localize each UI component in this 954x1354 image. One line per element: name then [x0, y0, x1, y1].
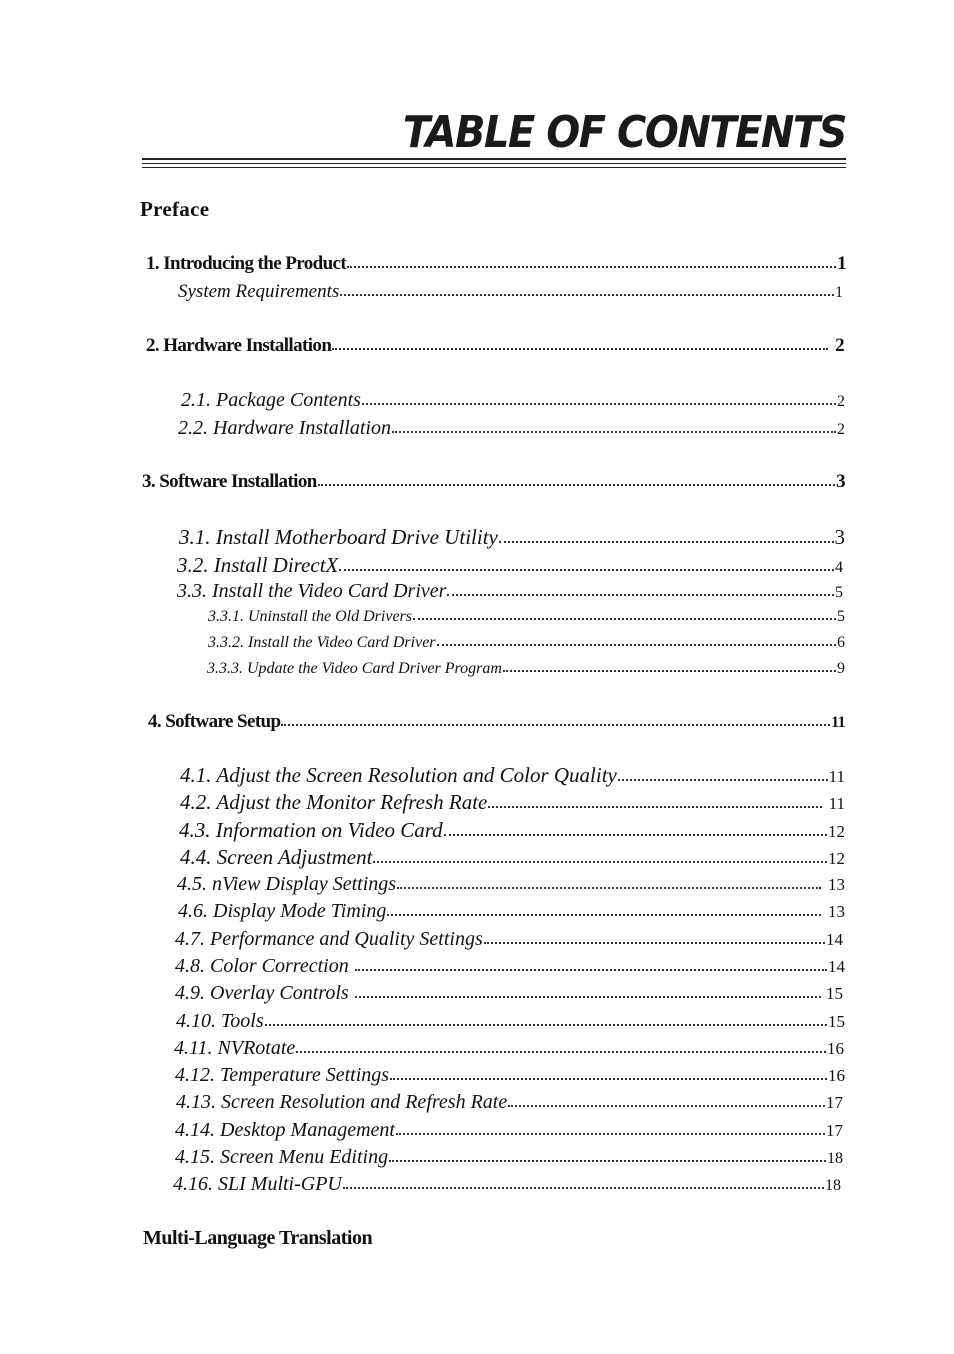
toc-page-number: 6: [837, 634, 845, 651]
toc-entry-title: 4.16. SLI Multi-GPU: [173, 1173, 342, 1195]
leader-dots: [362, 403, 836, 405]
toc-entry-2-1: [181, 389, 845, 415]
toc-entry-chapter-1: [146, 253, 846, 279]
toc-entry-title: 4.9. Overlay Controls: [175, 982, 349, 1004]
leader-dots: [332, 348, 828, 350]
leader-dots: [387, 914, 821, 916]
toc-entry-4-16: [173, 1173, 841, 1199]
toc-page-number: 14: [828, 957, 845, 976]
toc-entry-4-6: [178, 900, 845, 926]
toc-page-number: 13: [828, 902, 845, 921]
toc-page-number: 12: [828, 822, 845, 841]
title-rule-thin: [142, 163, 846, 164]
toc-entry-4-8: [175, 955, 845, 981]
toc-entry-title: 4.5. nView Display Settings: [177, 873, 397, 895]
leader-dots: [347, 266, 836, 268]
toc-page-number: 13: [828, 875, 845, 894]
toc-entry-chapter-3: [142, 471, 845, 497]
toc-entry-4-12: [175, 1064, 845, 1090]
toc-entry-4-1: [180, 763, 845, 789]
toc-page-number: 11: [828, 767, 845, 786]
toc-entry-chapter-2: [146, 335, 844, 361]
toc-entry-4-11: [174, 1037, 844, 1063]
leader-dots: [484, 942, 825, 944]
leader-dots: [318, 484, 835, 486]
leader-dots: [437, 644, 836, 646]
toc-entry-4-5: [177, 873, 845, 899]
leader-dots: [339, 569, 834, 571]
leader-dots: [397, 887, 821, 889]
leader-dots: [389, 1160, 826, 1162]
toc-entry-title: 3.2. Install DirectX: [177, 553, 339, 577]
toc-entry-title: 3.3.3. Update the Video Card Driver Program: [207, 660, 502, 677]
leader-dots: [392, 431, 836, 433]
leader-dots: [444, 834, 827, 836]
toc-entry-title: 4.10. Tools: [176, 1010, 264, 1032]
toc-entry-title: System Requirements: [178, 281, 340, 302]
toc-page-number: 17: [826, 1121, 843, 1140]
toc-entry-4-2: [180, 790, 845, 816]
toc-page-number: 5: [835, 584, 843, 601]
leader-dots: [390, 1078, 827, 1080]
leader-dots: [499, 541, 834, 543]
toc-entry-title: 2. Hardware Installation: [146, 335, 332, 356]
leader-dots: [508, 1105, 825, 1107]
toc-entry-title: 4.4. Screen Adjustment: [180, 845, 373, 869]
toc-entry-title: 4.13. Screen Resolution and Refresh Rate: [176, 1091, 508, 1113]
toc-page-number: 18: [827, 1150, 843, 1167]
toc-entry-title: 4. Software Setup: [148, 711, 281, 732]
multi-language-heading: Multi-Language Translation: [143, 1227, 373, 1249]
toc-page-number: 2: [837, 393, 845, 410]
toc-entry-4-9: [175, 982, 843, 1008]
toc-entry-title: 3.3. Install the Video Card Driver: [177, 580, 447, 602]
title-rule-thin-lower: [142, 167, 846, 168]
leader-dots: [355, 969, 827, 971]
toc-entry-3-3: [177, 580, 843, 606]
toc-entry-title: 4.6. Display Mode Timing: [178, 900, 387, 922]
toc-entry-2-2: [178, 417, 845, 443]
toc-page-number: 4: [835, 559, 843, 576]
toc-page-number: 17: [826, 1093, 843, 1112]
leader-dots: [340, 294, 834, 296]
toc-entry-title: 4.3. Information on Video Card: [179, 818, 443, 842]
leader-dots: [618, 779, 828, 781]
toc-entry-title: 4.14. Desktop Management: [175, 1119, 395, 1141]
toc-page-number: 5: [837, 608, 845, 625]
toc-entry-system-requirements: [178, 281, 843, 307]
toc-page-number: 9: [837, 660, 845, 677]
toc-entry-3-3-1: [208, 608, 845, 634]
toc-entry-title: 4.11. NVRotate: [174, 1037, 296, 1059]
toc-page-number: 16: [828, 1066, 845, 1085]
toc-entry-title: 3. Software Installation: [142, 471, 317, 492]
toc-entry-4-4: [180, 845, 845, 871]
toc-page-number: 1: [837, 253, 846, 274]
toc-page-number: 2: [835, 335, 844, 356]
toc-page-number: 15: [826, 984, 843, 1003]
toc-entry-title: 4.2. Adjust the Monitor Refresh Rate: [180, 790, 488, 814]
leader-dots: [343, 1187, 824, 1189]
leader-dots: [296, 1051, 826, 1053]
toc-entry-3-2: [177, 553, 843, 579]
toc-entry-title: 4.8. Color Correction: [175, 955, 349, 977]
leader-dots: [488, 806, 821, 808]
toc-entry-title: 4.1. Adjust the Screen Resolution and Color Quality: [180, 763, 617, 787]
leader-dots: [503, 670, 836, 672]
toc-page-number: 15: [828, 1012, 845, 1031]
toc-page-number: 16: [827, 1039, 844, 1058]
toc-entry-chapter-4: [148, 711, 845, 737]
preface-heading: Preface: [140, 197, 210, 221]
toc-entry-title: 1. Introducing the Product: [146, 253, 347, 274]
toc-page-number: 14: [826, 930, 843, 949]
toc-entry-title: 3.3.2. Install the Video Card Driver: [208, 634, 436, 651]
toc-page-number: 18: [825, 1177, 841, 1194]
toc-entry-4-14: [175, 1119, 843, 1145]
toc-page-number: 1: [835, 284, 843, 301]
toc-entry-4-15: [175, 1146, 843, 1172]
toc-entry-4-7: [175, 928, 843, 954]
toc-page-number: 3: [834, 525, 845, 549]
leader-dots: [355, 996, 821, 998]
toc-page-number: 11: [828, 794, 845, 813]
leader-dots: [413, 618, 836, 620]
toc-entry-title: 4.15. Screen Menu Editing: [175, 1146, 389, 1168]
toc-entry-title: 2.2. Hardware Installation: [178, 417, 391, 439]
toc-entry-title: 3.1. Install Motherboard Drive Utility: [179, 525, 498, 549]
toc-entry-title: 4.7. Performance and Quality Settings: [175, 928, 483, 950]
leader-dots: [396, 1133, 825, 1135]
toc-entry-title: 2.1. Package Contents: [181, 389, 361, 411]
toc-entry-title: 4.12. Temperature Settings: [175, 1064, 390, 1086]
toc-page-number: 11: [831, 714, 845, 731]
toc-page-number: 2: [837, 421, 845, 438]
toc-page-number: 3: [836, 471, 845, 492]
toc-entry-title: 3.3.1. Uninstall the Old Drivers: [208, 608, 412, 625]
toc-entry-4-13: [176, 1091, 843, 1117]
leader-dots: [281, 724, 830, 726]
toc-entry-4-10: [176, 1010, 845, 1036]
toc-page-number: 12: [828, 849, 845, 868]
title-rule-thick: [142, 158, 846, 160]
page-title: TABLE OF CONTENTS: [402, 108, 846, 158]
toc-entry-3-1: [179, 525, 845, 551]
toc-entry-3-3-3: [207, 660, 845, 686]
leader-dots: [447, 594, 834, 596]
leader-dots: [265, 1024, 827, 1026]
leader-dots: [373, 861, 827, 863]
toc-entry-3-3-2: [208, 634, 845, 660]
toc-entry-4-3: [179, 818, 845, 844]
